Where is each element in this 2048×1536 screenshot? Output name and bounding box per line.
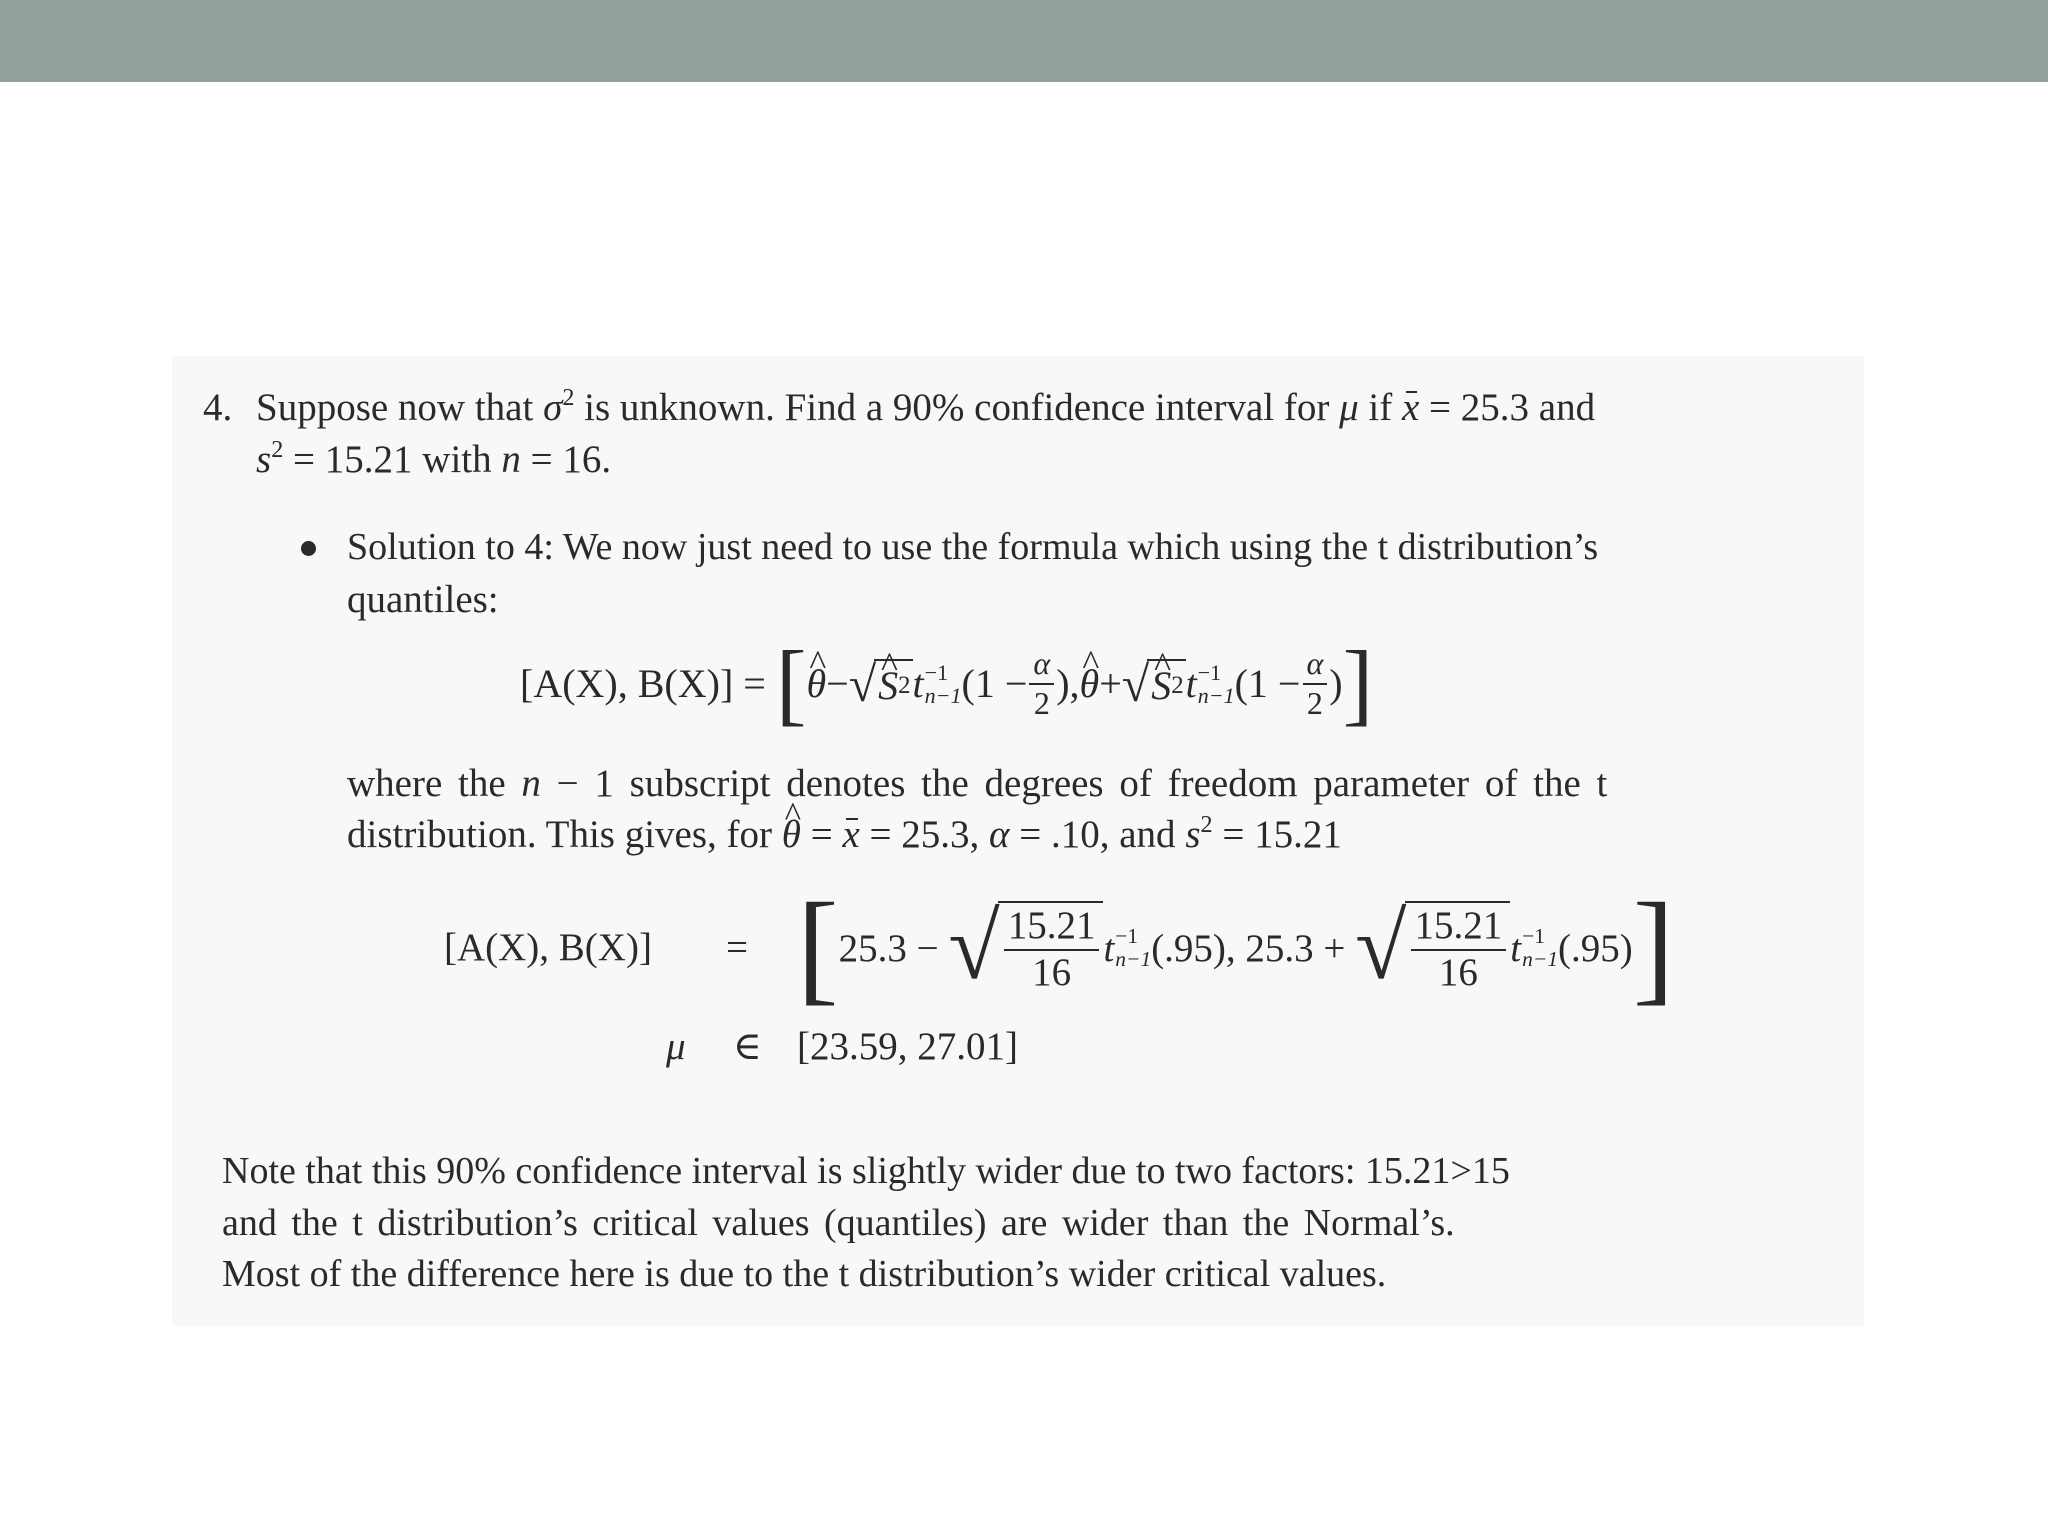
result-mu: μ: [666, 1025, 686, 1068]
solution-line-1: Solution to 4: We now just need to use the formula which using the t distribution’s: [347, 526, 1599, 568]
confidence-interval-formula: [A(X), B(X)] = [ ^ θ − √ ^ S 2 t −1 n−1 (1 − $\frac{\alpha}{2}$ ), ^ θ + √ ^ S 2 t −1 n−1 (1 − $\frac{\alpha}{2}$ ) ]: [520, 646, 1373, 722]
where-line: where the n − 1 subscript denotes the degrees of freedom parameter of the t: [347, 762, 1608, 805]
bullet-icon: [301, 541, 316, 556]
solution-line-2: quantiles:: [347, 578, 499, 621]
result-interval: [23.59, 27.01]: [797, 1025, 1018, 1068]
problem-line-1: Suppose now that $\sigma^2$ is unknown. Find a 90% confidence interval for μ if x = 25.3 and: [256, 384, 1596, 429]
item-number: 4.: [203, 386, 233, 429]
interval-equals: =: [726, 926, 748, 969]
slide-header-bar: [0, 0, 2048, 82]
note-line-2: and the t distribution’s critical values (quantiles) are wider than the Normal’s.: [222, 1202, 1455, 1244]
numeric-interval-formula: [ 25.3 − √ $\frac{15.21}{16}$ t −1 n−1 (.95), 25.3 + √ $\frac{15.21}{16}$ t −1 n−1 (.95) ]: [797, 878, 1675, 1017]
result-element-of: ∈: [733, 1025, 762, 1068]
note-line-3: Most of the difference here is due to the t distribution’s wider critical values.: [222, 1253, 1387, 1295]
problem-line-2: $s^2 = 15.21$ with n = 16.: [256, 436, 612, 481]
gives-line: distribution. This gives, for ^ θ = x = 25.3, α = .10, and $s^2 = 15.21$: [347, 815, 1342, 854]
note-line-1: Note that this 90% confidence interval is slightly wider due to two factors: 15.21>15: [222, 1150, 1510, 1192]
interval-lhs: [A(X), B(X)]: [444, 926, 652, 969]
